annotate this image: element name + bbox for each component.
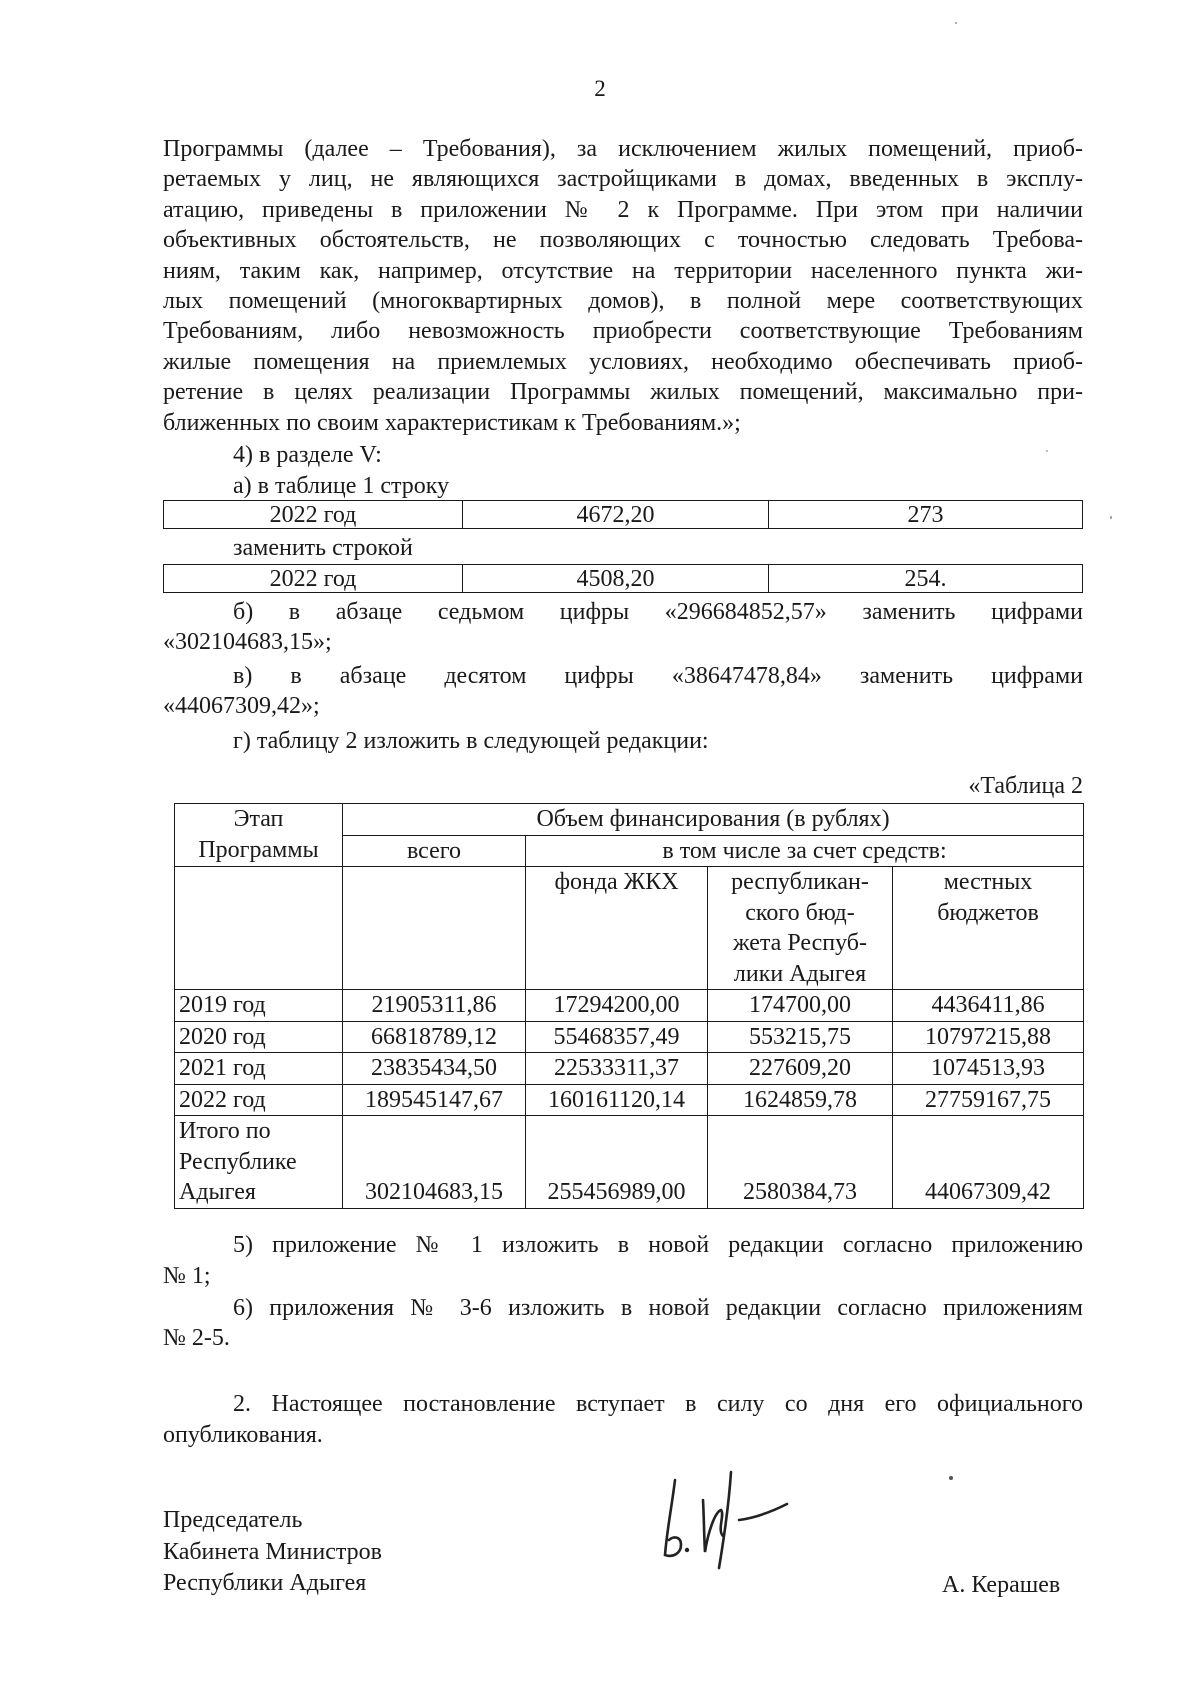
item-g: г) таблицу 2 изложить в следующей редакции: <box>233 728 709 754</box>
header-including: в том числе за счет средств: <box>526 835 1084 867</box>
item-5-line2: № 1; <box>163 1263 211 1289</box>
scan-speck <box>955 22 957 24</box>
new-row-count: 254. <box>769 565 1083 593</box>
scan-speck <box>1110 516 1112 519</box>
point-2-line2: опубликования. <box>163 1422 323 1448</box>
row-republic: 227609,20 <box>708 1053 893 1085</box>
scan-speck <box>1046 450 1048 452</box>
intro-line: объективных обстоятельств, не позволяющих с точностью следовать Требова- <box>163 227 1083 253</box>
old-row-year: 2022 год <box>164 501 463 529</box>
row-republic: 1624859,78 <box>708 1084 893 1116</box>
page-number: 2 <box>594 76 606 101</box>
signatory-title-line: Кабинета Министров <box>163 1538 382 1565</box>
intro-line: жилые помещения на приемлемых условиях, необходимо обеспечивать приоб- <box>163 349 1083 375</box>
table-row-total <box>175 1116 1084 1209</box>
old-row-value: 4672,20 <box>463 501 769 529</box>
row-local: 1074513,93 <box>893 1053 1084 1085</box>
handwritten-signature <box>645 1460 815 1570</box>
row-stage: Итого по Республике Адыгея <box>175 1116 343 1209</box>
intro-line: Требованиям, либо невозможность приобрести соответствующие Требованиям <box>163 318 1083 344</box>
table-row <box>175 1021 1084 1053</box>
row-fund: 22533311,37 <box>526 1053 708 1085</box>
new-row-table <box>163 564 1083 593</box>
row-total: 21905311,86 <box>343 990 526 1022</box>
row-stage: 2020 год <box>175 1021 343 1053</box>
row-total: 23835434,50 <box>343 1053 526 1085</box>
intro-last-line: ближенных по своим характеристикам к Требованиям.»; <box>163 410 741 436</box>
item-5-line1: 5) приложение № 1 изложить в новой редакции согласно приложению <box>233 1232 1083 1258</box>
row-stage: 2022 год <box>175 1084 343 1116</box>
item-6-line2: № 2-5. <box>163 1325 230 1351</box>
row-fund: 255456989,00 <box>526 1116 708 1209</box>
scan-speck <box>949 1476 953 1480</box>
item-v-line1: в) в абзаце десятом цифры «38647478,84» заменить цифрами <box>233 663 1083 689</box>
item-b-line1: б) в абзаце седьмом цифры «296684852,57» заменить цифрами <box>233 599 1083 625</box>
intro-line: Программы (далее – Требования), за исключением жилых помещений, приоб- <box>163 136 1083 162</box>
header-total: всего <box>343 835 526 867</box>
table-row <box>175 1084 1084 1116</box>
header-volume: Объем финансирования (в рублях) <box>343 804 1084 836</box>
table-row <box>175 990 1084 1022</box>
row-stage: 2021 год <box>175 1053 343 1085</box>
item-6-line1: 6) приложения № 3-6 изложить в новой редакции согласно приложениям <box>233 1295 1083 1321</box>
row-fund: 160161120,14 <box>526 1084 708 1116</box>
old-row-count: 273 <box>769 501 1083 529</box>
row-total: 189545147,67 <box>343 1084 526 1116</box>
intro-line: атацию, приведены в приложении № 2 к Программе. При этом при наличии <box>163 197 1083 223</box>
item-v-line2: «44067309,42»; <box>163 693 320 719</box>
signatory-title <box>163 1505 382 1600</box>
signatory-title-line: Республики Адыгея <box>163 1570 367 1596</box>
point-2-line1: 2. Настоящее постановление вступает в силу со дня его официального <box>233 1391 1083 1417</box>
row-fund: 55468357,49 <box>526 1021 708 1053</box>
row-fund: 17294200,00 <box>526 990 708 1022</box>
item-4: 4) в разделе V: <box>233 442 382 468</box>
header-fund: фонда ЖКХ <box>526 867 708 990</box>
row-republic: 2580384,73 <box>708 1116 893 1209</box>
financing-table <box>174 803 1084 1209</box>
intro-line: лых помещений (многоквартирных домов), в полной мере соответствующих <box>163 288 1083 314</box>
header-republic: республикан-ского бюд-жета Респуб-лики Адыгея <box>708 867 893 990</box>
header-empty <box>343 867 526 990</box>
header-stage: Этап Программы <box>175 804 343 867</box>
new-row-year: 2022 год <box>164 565 463 593</box>
new-row-value: 4508,20 <box>463 565 769 593</box>
row-total: 302104683,15 <box>343 1116 526 1209</box>
item-b-line2: «302104683,15»; <box>163 629 332 655</box>
intro-line: ретаемых у лиц, не являющихся застройщиками в домах, введенных в эксплу- <box>163 166 1083 192</box>
signatory-title-line: Председатель <box>163 1507 303 1533</box>
item-4a: а) в таблице 1 строку <box>233 473 450 499</box>
table-row <box>175 1053 1084 1085</box>
row-republic: 553215,75 <box>708 1021 893 1053</box>
replace-text: заменить строкой <box>233 535 413 561</box>
old-row-table <box>163 500 1083 529</box>
header-empty <box>175 867 343 990</box>
row-local: 4436411,86 <box>893 990 1084 1022</box>
row-stage: 2019 год <box>175 990 343 1022</box>
row-local: 27759167,75 <box>893 1084 1084 1116</box>
row-local: 44067309,42 <box>893 1116 1084 1209</box>
row-local: 10797215,88 <box>893 1021 1084 1053</box>
header-local: местных бюджетов <box>893 867 1084 990</box>
row-total: 66818789,12 <box>343 1021 526 1053</box>
table2-caption: «Таблица 2 <box>968 773 1083 799</box>
intro-line: ретение в целях реализации Программы жилых помещений, максимально при- <box>163 379 1083 405</box>
intro-line: ниям, таким как, например, отсутствие на территории населенного пункта жи- <box>163 258 1083 284</box>
signatory-name: А. Керашев <box>942 1572 1061 1598</box>
row-republic: 174700,00 <box>708 990 893 1022</box>
